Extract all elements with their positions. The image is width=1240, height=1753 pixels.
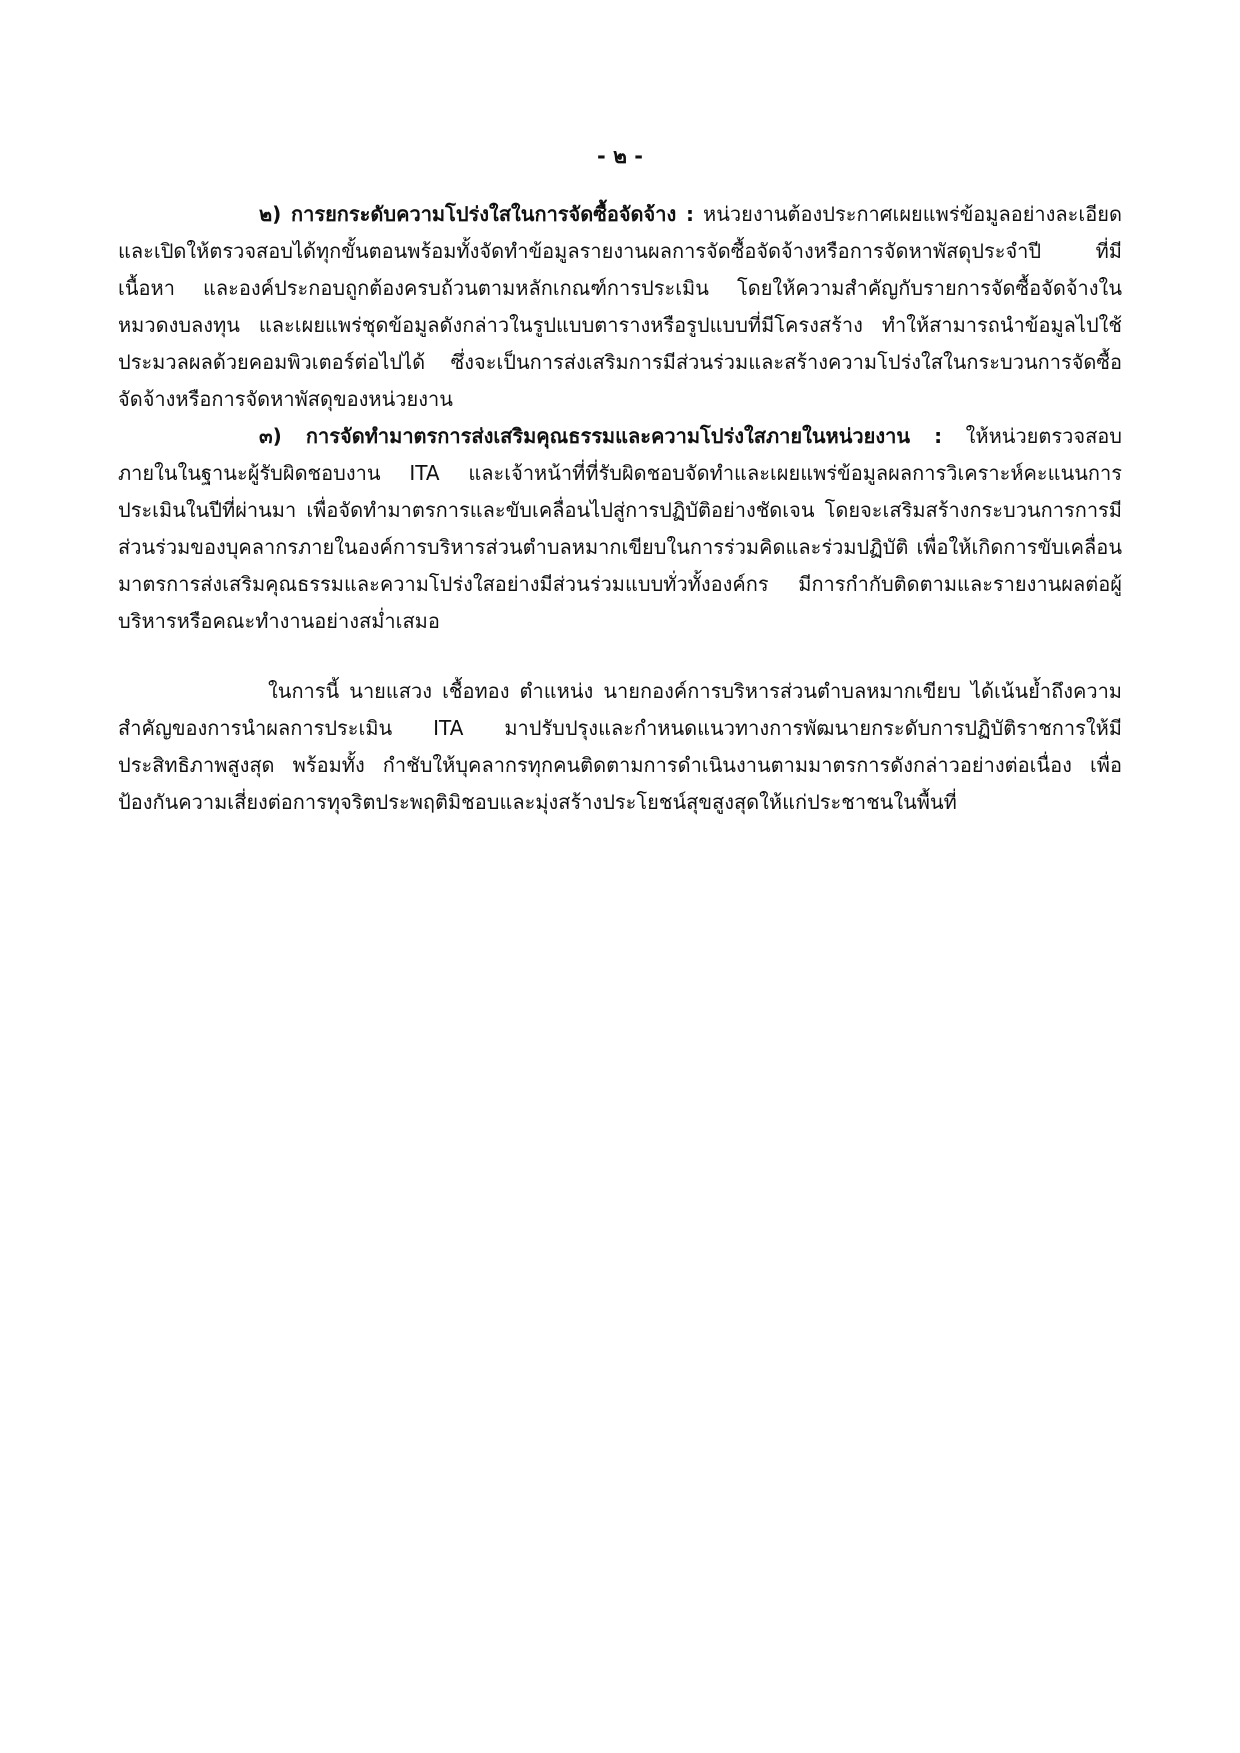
section-procurement-transparency [118,196,1122,418]
section-text: หน่วยงานต้องประกาศเผยแพร่ข้อมูลอย่างละเอียดและเปิดให้ตรวจสอบได้ทุกขั้นตอนพร้อมทั้งจัดทำข้อมูลรายงานผลการจัดซื้อจัดจ้างหรือการจัดหาพัสดุประจำปี ที่มีเนื้อหา และองค์ประกอบถูกต้องครบถ้วนตามหลักเกณฑ์การประเมิน โดยให้ความสำคัญกับรายการจัดซื้อจัดจ้างในหมวดงบลงทุน และเผยแพร่ชุดข้อมูลดังกล่าวในรูปแบบตารางหรือรูปแบบที่มีโครงสร้าง ทำให้สามารถนำข้อมูลไปใช้ประมวลผลด้วยคอมพิวเตอร์ต่อไปได้ ซึ่งจะเป็นการส่งเสริมการมีส่วนร่วมและสร้างความโปร่งใสในกระบวนการจัดซื้อจัดจ้างหรือการจัดหาพัสดุของหน่วยงาน [118,202,1122,411]
closing-paragraph: ในการนี้ นายแสวง เชื้อทอง ตำแหน่ง นายกองค์การบริหารส่วนตำบลหมากเขียบ ได้เน้นย้ำถึงความสำคัญของการนำผลการประเมิน ITA มาปรับปรุงและกำหนดแนวทางการพัฒนายกระดับการปฏิบัติราชการให้มีประสิทธิภาพสูงสุด พร้อมทั้ง กำชับให้บุคลากรทุกคนติดตามการดำเนินงานตามมาตรการดังกล่าวอย่างต่อเนื่อง เพื่อป้องกันความเสี่ยงต่อการทุจริตประพฤติมิชอบและมุ่งสร้างประโยชน์สุขสูงสุดให้แก่ประชาชนในพื้นที่ [118,679,1122,814]
page-number: - ๒ - [597,144,643,168]
section-heading: ๒) การยกระดับความโปร่งใสในการจัดซื้อจัดจ้าง : [259,202,694,226]
document-body [118,196,1122,821]
section-text: ให้หน่วยตรวจสอบภายในในฐานะผู้รับผิดชอบงาน ITA และเจ้าหน้าที่ที่รับผิดชอบจัดทำและเผยแพร่ข้อมูลผลการวิเคราะห์คะแนนการประเมินในปีที่ผ่านมา เพื่อจัดทำมาตรการและขับเคลื่อนไปสู่การปฏิบัติอย่างชัดเจน โดยจะเสริมสร้างกระบวนการการมีส่วนร่วมของบุคลากรภายในองค์การบริหารส่วนตำบลหมากเขียบในการร่วมคิดและร่วมปฏิบัติ เพื่อให้เกิดการขับเคลื่อนมาตรการส่งเสริมคุณธรรมและความโปร่งใสอย่างมีส่วนร่วมแบบทั่วทั้งองค์กร มีการกำกับติดตามและรายงานผลต่อผู้บริหารหรือคณะทำงานอย่างสม่ำเสมอ [118,424,1122,633]
section-heading: ๓) การจัดทำมาตรการส่งเสริมคุณธรรมและความโปร่งใสภายในหน่วยงาน : [259,424,943,448]
section-integrity-measures [118,418,1122,640]
